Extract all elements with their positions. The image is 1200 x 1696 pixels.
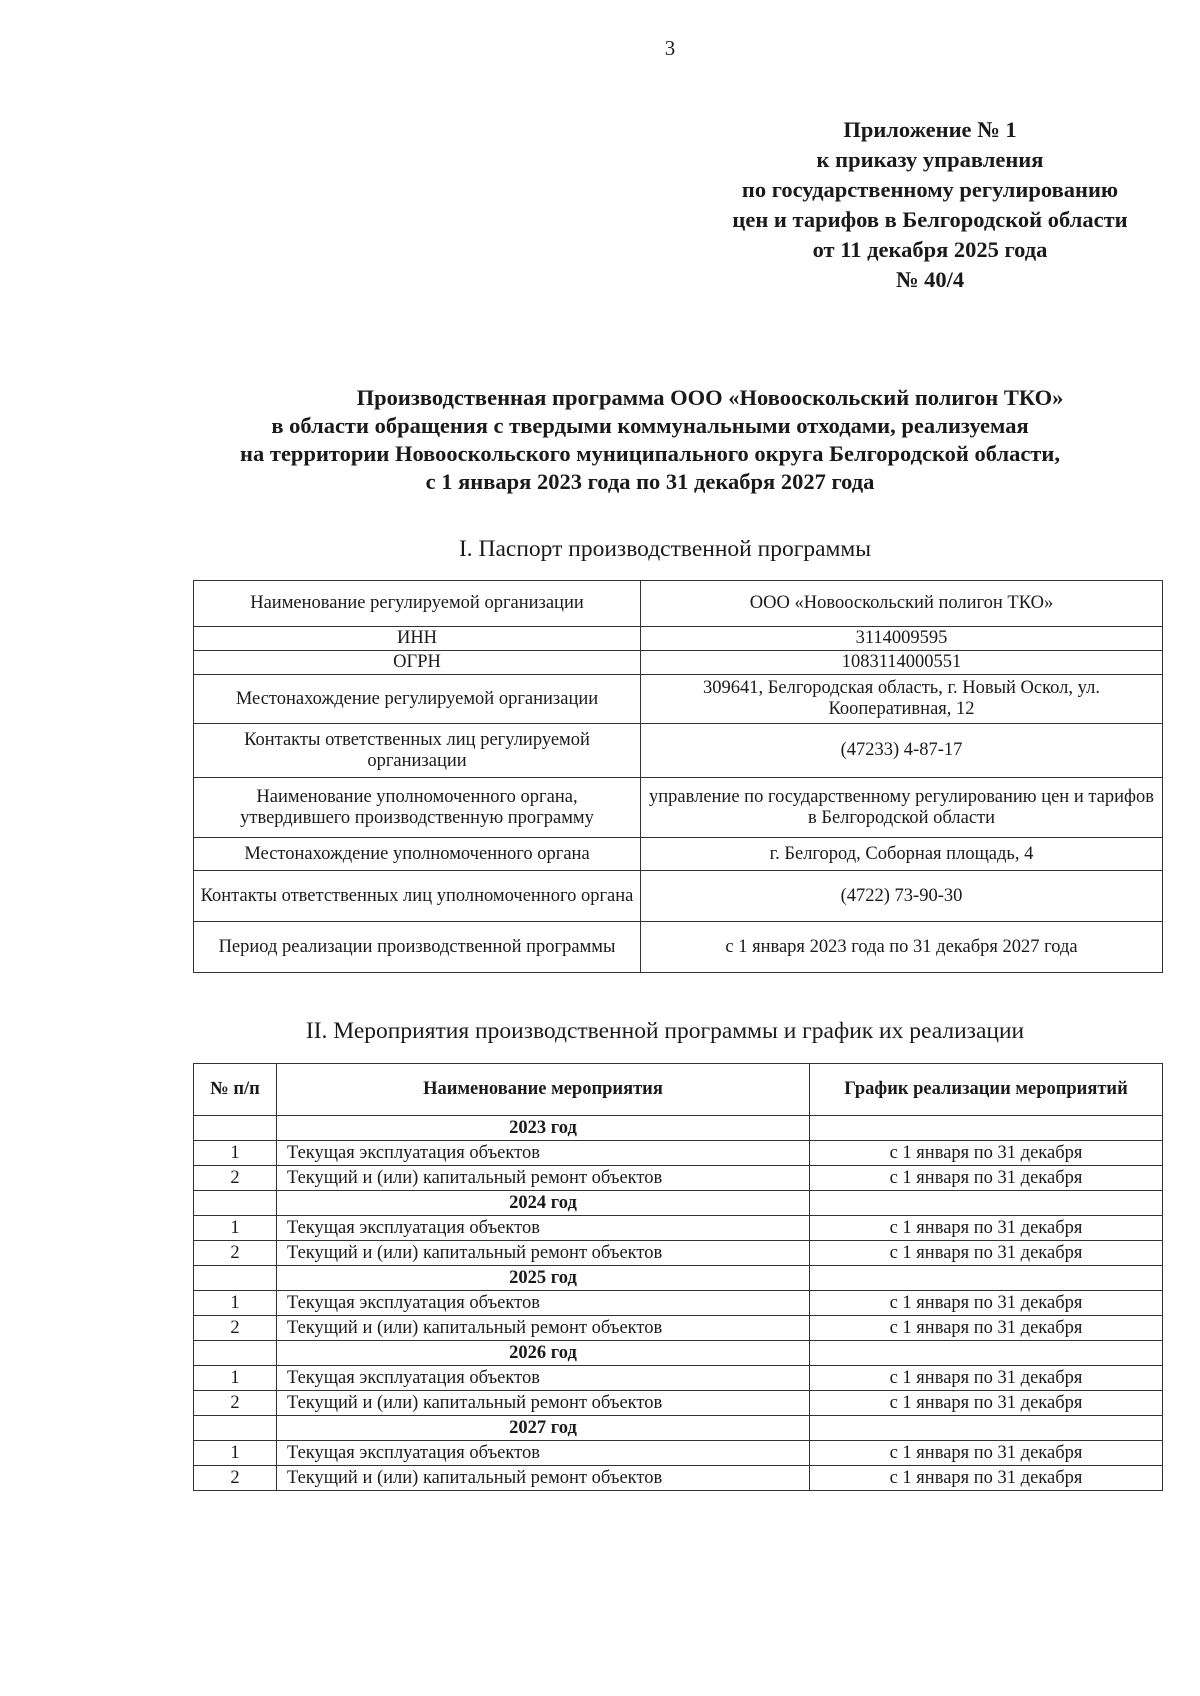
item-schedule: с 1 января по 31 декабря bbox=[810, 1466, 1163, 1491]
year-cell-empty bbox=[810, 1341, 1163, 1366]
item-name: Текущая эксплуатация объектов bbox=[277, 1216, 810, 1241]
passport-value: (4722) 73-90-30 bbox=[641, 871, 1163, 922]
passport-value: 3114009595 bbox=[641, 627, 1163, 651]
item-number: 2 bbox=[194, 1166, 277, 1191]
item-name: Текущая эксплуатация объектов bbox=[277, 1441, 810, 1466]
title-line: на территории Новооскольского муниципального округа Белгородской области, bbox=[240, 441, 1060, 466]
table-row bbox=[194, 1316, 1163, 1341]
passport-key: Местонахождение регулируемой организации bbox=[194, 675, 641, 724]
passport-key: Наименование уполномоченного органа, утвердившего производственную программу bbox=[194, 778, 641, 838]
item-name: Текущий и (или) капитальный ремонт объектов bbox=[277, 1241, 810, 1266]
year-cell-empty bbox=[810, 1416, 1163, 1441]
year-cell-empty bbox=[194, 1116, 277, 1141]
item-schedule: с 1 января по 31 декабря bbox=[810, 1166, 1163, 1191]
table-row bbox=[194, 1166, 1163, 1191]
table-row bbox=[194, 871, 1163, 922]
table-row bbox=[194, 651, 1163, 675]
section-heading-passport: I. Паспорт производственной программы bbox=[458, 536, 872, 562]
passport-value: 1083114000551 bbox=[641, 651, 1163, 675]
year-label: 2025 год bbox=[277, 1266, 810, 1291]
title-line: Производственная программа ООО «Новооскольский полигон ТКО» bbox=[356, 385, 1064, 410]
table-row bbox=[194, 1241, 1163, 1266]
passport-key: Местонахождение уполномоченного органа bbox=[194, 838, 641, 871]
item-name: Текущая эксплуатация объектов bbox=[277, 1141, 810, 1166]
passport-key: Период реализации производственной программы bbox=[194, 922, 641, 973]
item-number: 1 bbox=[194, 1141, 277, 1166]
section-heading-events: II. Мероприятия производственной программы и график их реализации bbox=[305, 1018, 1025, 1044]
item-schedule: с 1 января по 31 декабря bbox=[810, 1291, 1163, 1316]
item-number: 2 bbox=[194, 1466, 277, 1491]
item-number: 1 bbox=[194, 1216, 277, 1241]
table-row bbox=[194, 778, 1163, 838]
year-cell-empty bbox=[810, 1266, 1163, 1291]
table-row bbox=[194, 1141, 1163, 1166]
item-name: Текущая эксплуатация объектов bbox=[277, 1291, 810, 1316]
passport-key: Наименование регулируемой организации bbox=[194, 581, 641, 627]
table-row bbox=[194, 1391, 1163, 1416]
year-cell-empty bbox=[194, 1266, 277, 1291]
item-schedule: с 1 января по 31 декабря bbox=[810, 1316, 1163, 1341]
item-number: 2 bbox=[194, 1316, 277, 1341]
title-line: с 1 января 2023 года по 31 декабря 2027 года bbox=[425, 469, 875, 494]
year-label: 2023 год bbox=[277, 1116, 810, 1141]
events-table bbox=[193, 1063, 1163, 1491]
column-header-schedule: График реализации мероприятий bbox=[810, 1064, 1163, 1116]
year-label: 2027 год bbox=[277, 1416, 810, 1441]
item-name: Текущий и (или) капитальный ремонт объектов bbox=[277, 1391, 810, 1416]
year-label: 2024 год bbox=[277, 1191, 810, 1216]
page-number: 3 bbox=[664, 36, 676, 60]
table-row bbox=[194, 922, 1163, 973]
appendix-header bbox=[690, 115, 1170, 295]
column-header-name: Наименование мероприятия bbox=[277, 1064, 810, 1116]
appendix-line: по государственному регулированию bbox=[741, 177, 1119, 202]
year-cell-empty bbox=[810, 1191, 1163, 1216]
table-row bbox=[194, 675, 1163, 724]
year-cell-empty bbox=[194, 1341, 277, 1366]
appendix-line: № 40/4 bbox=[895, 267, 965, 292]
passport-value: г. Белгород, Соборная площадь, 4 bbox=[641, 838, 1163, 871]
table-row bbox=[194, 838, 1163, 871]
passport-value: (47233) 4-87-17 bbox=[641, 724, 1163, 778]
appendix-line: цен и тарифов в Белгородской области bbox=[732, 207, 1128, 232]
item-schedule: с 1 января по 31 декабря bbox=[810, 1241, 1163, 1266]
table-row bbox=[194, 1216, 1163, 1241]
passport-key: ОГРН bbox=[194, 651, 641, 675]
year-cell-empty bbox=[194, 1416, 277, 1441]
column-header-number: № п/п bbox=[194, 1064, 277, 1116]
item-schedule: с 1 января по 31 декабря bbox=[810, 1216, 1163, 1241]
appendix-line: к приказу управления bbox=[816, 147, 1044, 172]
item-schedule: с 1 января по 31 декабря bbox=[810, 1366, 1163, 1391]
table-header-row bbox=[194, 1064, 1163, 1116]
item-schedule: с 1 января по 31 декабря bbox=[810, 1391, 1163, 1416]
table-row bbox=[194, 627, 1163, 651]
appendix-line: Приложение № 1 bbox=[843, 117, 1017, 142]
year-row bbox=[194, 1266, 1163, 1291]
item-name: Текущий и (или) капитальный ремонт объектов bbox=[277, 1166, 810, 1191]
year-cell-empty bbox=[194, 1191, 277, 1216]
table-row bbox=[194, 1441, 1163, 1466]
title-line: в области обращения с твердыми коммунальными отходами, реализуемая bbox=[271, 413, 1029, 438]
passport-key: Контакты ответственных лиц регулируемой организации bbox=[194, 724, 641, 778]
item-number: 2 bbox=[194, 1391, 277, 1416]
year-row bbox=[194, 1191, 1163, 1216]
item-name: Текущий и (или) капитальный ремонт объектов bbox=[277, 1466, 810, 1491]
passport-table bbox=[193, 580, 1163, 973]
year-row bbox=[194, 1341, 1163, 1366]
year-row bbox=[194, 1116, 1163, 1141]
item-schedule: с 1 января по 31 декабря bbox=[810, 1441, 1163, 1466]
passport-value: ООО «Новооскольский полигон ТКО» bbox=[641, 581, 1163, 627]
item-name: Текущая эксплуатация объектов bbox=[277, 1366, 810, 1391]
table-row bbox=[194, 724, 1163, 778]
year-label: 2026 год bbox=[277, 1341, 810, 1366]
passport-key: ИНН bbox=[194, 627, 641, 651]
passport-value: с 1 января 2023 года по 31 декабря 2027 года bbox=[641, 922, 1163, 973]
item-number: 1 bbox=[194, 1291, 277, 1316]
item-number: 1 bbox=[194, 1366, 277, 1391]
table-row bbox=[194, 1366, 1163, 1391]
year-cell-empty bbox=[810, 1116, 1163, 1141]
item-schedule: с 1 января по 31 декабря bbox=[810, 1141, 1163, 1166]
item-number: 2 bbox=[194, 1241, 277, 1266]
passport-value: управление по государственному регулированию цен и тарифов в Белгородской области bbox=[641, 778, 1163, 838]
appendix-line: от 11 декабря 2025 года bbox=[812, 237, 1048, 262]
program-title bbox=[150, 384, 1150, 496]
item-name: Текущий и (или) капитальный ремонт объектов bbox=[277, 1316, 810, 1341]
passport-value: 309641, Белгородская область, г. Новый Оскол, ул. Кооперативная, 12 bbox=[641, 675, 1163, 724]
table-row bbox=[194, 1466, 1163, 1491]
table-row bbox=[194, 1291, 1163, 1316]
table-row bbox=[194, 581, 1163, 627]
year-row bbox=[194, 1416, 1163, 1441]
passport-key: Контакты ответственных лиц уполномоченного органа bbox=[194, 871, 641, 922]
item-number: 1 bbox=[194, 1441, 277, 1466]
